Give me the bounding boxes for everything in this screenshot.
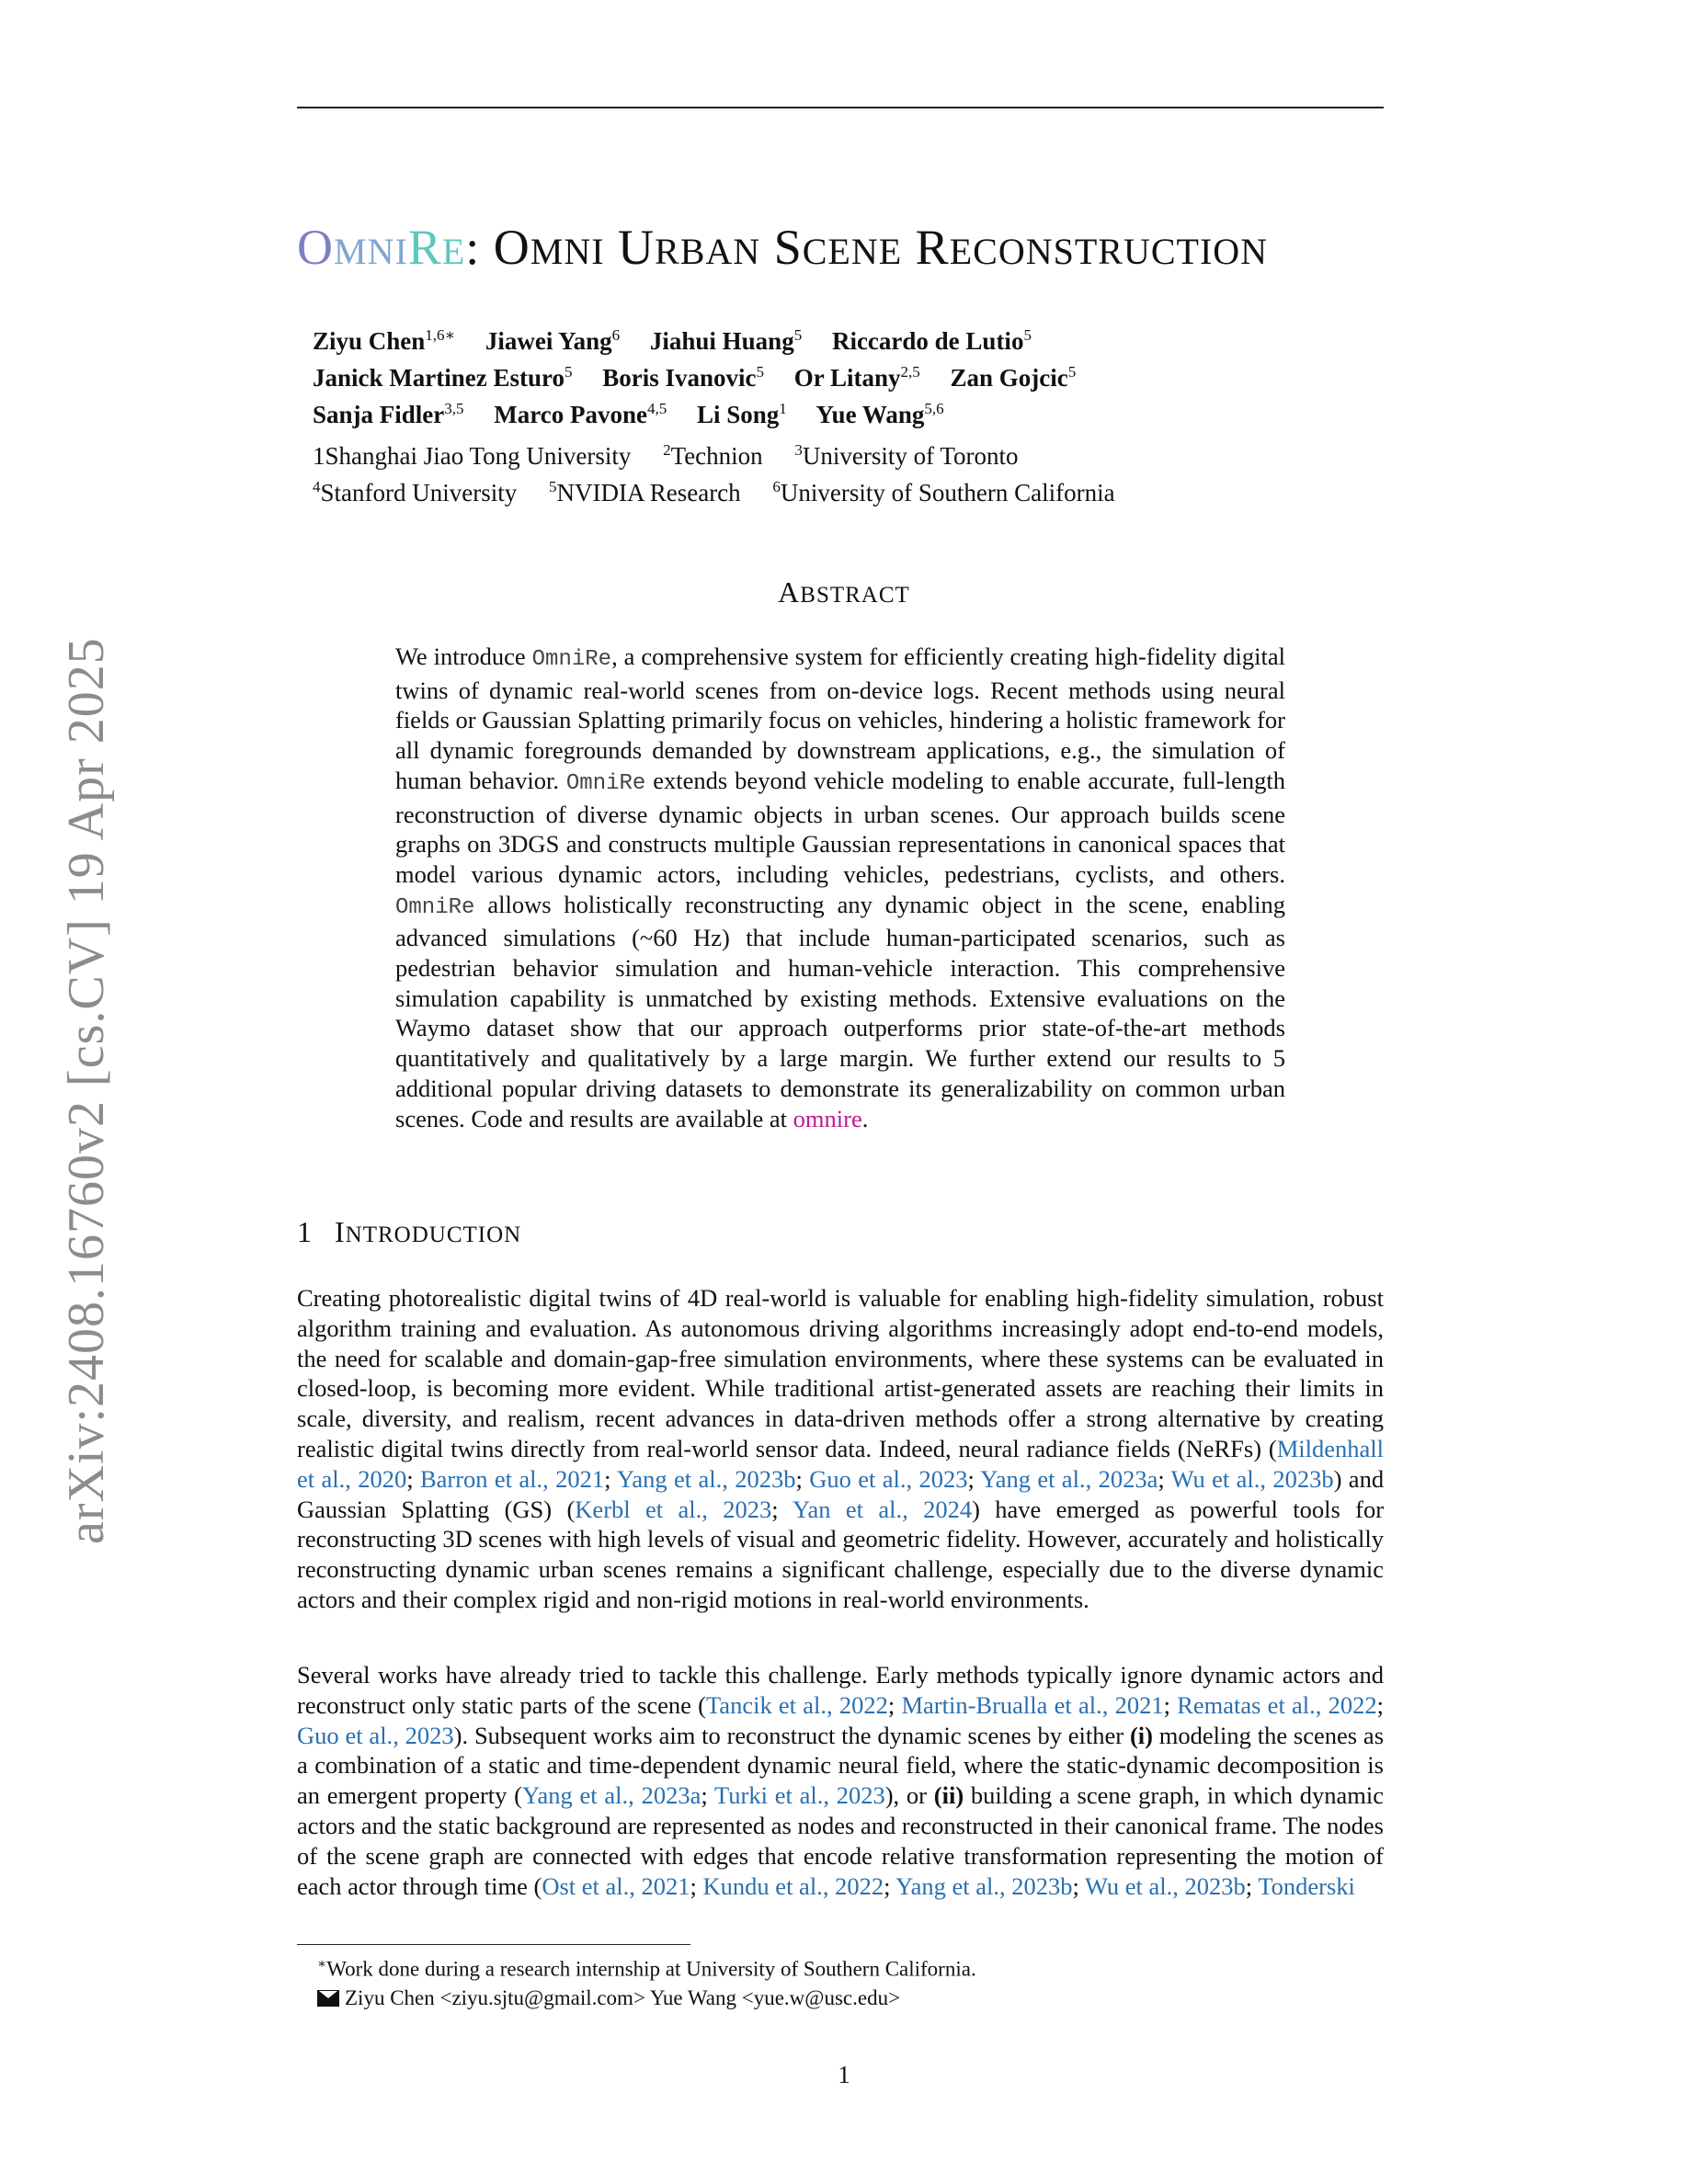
author: Yue Wang$^{5,6}$	[815, 400, 944, 428]
citation-link[interactable]: Wu et al., 2023b	[1170, 1464, 1334, 1493]
author: Riccardo de Lutio$^5$	[831, 326, 1032, 355]
affiliation-list	[313, 435, 1416, 508]
author: Li Song$^1$	[696, 400, 787, 428]
title-w4-rest: ECONSTRUCTION	[949, 231, 1269, 272]
footnote-contact: Ziyu Chen <ziyu.sjtu@gmail.com> Yue Wang <yue.w@usc.edu>	[317, 1984, 1374, 2012]
title-mni: MNI	[334, 231, 408, 272]
title-o: O	[297, 220, 334, 275]
author: Sanja Fidler$^{3,5}$	[313, 400, 464, 428]
title-r: R	[407, 220, 442, 275]
affiliation-row	[313, 435, 1416, 472]
top-rule	[297, 107, 1384, 108]
author-list	[313, 320, 1416, 430]
citation-link[interactable]: Ost et al., 2021	[542, 1871, 690, 1900]
citation-link[interactable]: Yang et al., 2023a	[522, 1781, 701, 1810]
intro-paragraph-1: Creating photorealistic digital twins of 4D real-world is valuable for enabling high-fidelity simulation, robust algorithm training and evaluation. As autonomous driving algorithms increasingly adopt end-to-end models, the need for scalable and domain-gap-free simulation environments, where these systems can be evaluated in closed-loop, is becoming more evident. While traditional artist-generated assets are reaching their limits in scale, diversity, and realism, recent advances in data-driven methods offer a strong alternative by creating realistic digital twins directly from real-world sensor data. Indeed, neural radiance fields (NeRFs) (Mildenhall et al., 2020; Barron et al., 2021; Yang et al., 2023b; Guo et al., 2023; Yang et al., 2023a; Wu et al., 2023b) and Gaussian Splatting (GS) (Kerbl et al., 2023; Yan et al., 2024) have emerged as powerful tools for reconstructing 3D scenes with high levels of visual and geometric fidelity. However, accurately and holistically reconstructing dynamic urban scenes remains a significant challenge, especially due to the diverse dynamic actors and their complex rigid and non-rigid motions in real-world environments.	[297, 1284, 1385, 1613]
title-w2-rest: RBAN	[655, 231, 761, 272]
citation-link[interactable]: Tonderski	[1258, 1871, 1355, 1900]
title-w3-cap: S	[773, 220, 803, 275]
envelope-icon	[317, 1990, 339, 2007]
author: Boris Ivanovic$^5$	[602, 363, 764, 392]
author: Marco Pavone$^{4,5}$	[494, 400, 667, 428]
title-colon: :	[465, 220, 494, 275]
author: Janick Martinez Esturo$^5$	[313, 363, 573, 392]
citation-link[interactable]: Guo et al., 2023	[297, 1721, 454, 1749]
abstract-heading: ABSTRACT	[778, 575, 910, 609]
citation-link[interactable]: Yan et al., 2024	[792, 1495, 973, 1523]
citation-link[interactable]: Rematas et al., 2022	[1177, 1690, 1377, 1719]
author-row	[313, 320, 1416, 357]
title-w2-cap: U	[618, 220, 656, 275]
title-w1-rest: MNI	[530, 231, 605, 272]
method-name: OmniRe	[565, 770, 646, 796]
citation-link[interactable]: Tancik et al., 2022	[705, 1690, 888, 1719]
author-row	[313, 357, 1416, 393]
affiliation: $^4$Stanford University	[313, 478, 518, 506]
section-heading-introduction: 1 INTRODUCTION	[297, 1215, 522, 1248]
affiliation: $^2$Technion	[663, 441, 763, 470]
author: Zan Gojcic$^5$	[950, 363, 1077, 392]
citation-link[interactable]: Mildenhall et al., 2020	[297, 1434, 1384, 1493]
intro-paragraph-2: Several works have already tried to tackle this challenge. Early methods typically ignore dynamic actors and reconstruct only static parts of the scene (Tancik et al., 2022; Martin-Brualla et al., 2021; Rematas et al., 2022; Guo et al., 2023). Subsequent works aim to reconstruct the dynamic scenes by either (i) modeling the scenes as a combination of a static and time-dependent dynamic neural field, where the static-dynamic decomposition is an emergent property (Yang et al., 2023a; Turki et al., 2023), or (ii) building a scene graph, in which dynamic actors and the static background are represented as nodes and reconstructed in their canonical frame. The nodes of the scene graph are connected with edges that encode relative transformation representing the motion of each actor through time (Ost et al., 2021; Kundu et al., 2022; Yang et al., 2023b; Wu et al., 2023b; Tonderski	[297, 1661, 1385, 1900]
citation-link[interactable]: Yang et al., 2023b	[616, 1464, 796, 1493]
title-w3-rest: CENE	[802, 231, 903, 272]
method-name: OmniRe	[395, 894, 475, 920]
citation-link[interactable]: Barron et al., 2021	[419, 1464, 605, 1493]
title-w4-cap: R	[915, 220, 950, 275]
affiliation: 1Shanghai Jiao Tong University	[313, 442, 632, 470]
citation-link[interactable]: Yang et al., 2023b	[895, 1871, 1073, 1900]
citation-link[interactable]: Martin-Brualla et al., 2021	[901, 1690, 1164, 1719]
affiliation: $^5$NVIDIA Research	[548, 478, 741, 506]
affiliation-row	[313, 472, 1416, 508]
footnote-rule	[297, 1944, 690, 1945]
footnote-internship: ∗Work done during a research internship at University of Southern California.	[317, 1957, 976, 1981]
title-w1-cap: O	[493, 220, 530, 275]
project-link[interactable]: omnire	[793, 1104, 862, 1132]
citation-link[interactable]: Guo et al., 2023	[809, 1464, 968, 1493]
author: Jiawei Yang$^6$	[485, 326, 621, 355]
affiliation: $^3$University of Toronto	[794, 441, 1019, 470]
citation-link[interactable]: Wu et al., 2023b	[1084, 1871, 1246, 1900]
author: Jiahui Huang$^5$	[649, 326, 803, 355]
citation-link[interactable]: Turki et al., 2023	[713, 1781, 885, 1810]
affiliation: $^6$University of Southern California	[772, 478, 1115, 506]
author: Or Litany$^{2,5}$	[793, 363, 920, 392]
citation-link[interactable]: Yang et al., 2023a	[980, 1464, 1158, 1493]
citation-link[interactable]: Kerbl et al., 2023	[575, 1495, 772, 1523]
arxiv-stamp: arXiv:2408.16760v2 [cs.CV] 19 Apr 2025	[58, 637, 115, 1544]
footnotes	[317, 1951, 1374, 2012]
method-name: OmniRe	[531, 647, 612, 672]
title-e: E	[441, 231, 466, 272]
author-row	[313, 393, 1416, 430]
abstract-body: We introduce OmniRe, a comprehensive system for efficiently creating high-fidelity digital twins of dynamic real-world scenes from on-device logs. Recent methods using neural fields or Gaussian Splatting primarily focus on vehicles, hindering a holistic framework for all dynamic foregrounds demanded by downstream applications, e.g., the simulation of human behavior. OmniRe extends beyond vehicle modeling to enable accurate, full-length reconstruction of diverse dynamic objects in urban scenes. Our approach builds scene graphs on 3DGS and constructs multiple Gaussian representations in canonical spaces that model various dynamic actors, including vehicles, pedestrians, cyclists, and others. OmniRe allows holistically reconstructing any dynamic object in the scene, enabling advanced simulations (~60 Hz) that include human-participated scenarios, such as pedestrian behavior simulation and human-vehicle interaction. This comprehensive simulation capability is unmatched by existing methods. Extensive evaluations on the Waymo dataset show that our approach outperforms prior state-of-the-art methods quantitatively and qualitatively by a large margin. We further extend our results to 5 additional popular driving datasets to demonstrate its generalizability on common urban scenes. Code and results are available at omnire.	[395, 643, 1285, 1132]
page-number: 1	[838, 2061, 850, 2088]
citation-link[interactable]: Kundu et al., 2022	[702, 1871, 884, 1900]
paper-title	[297, 215, 1492, 284]
author: Ziyu Chen$^{1,6∗}$	[313, 326, 456, 355]
